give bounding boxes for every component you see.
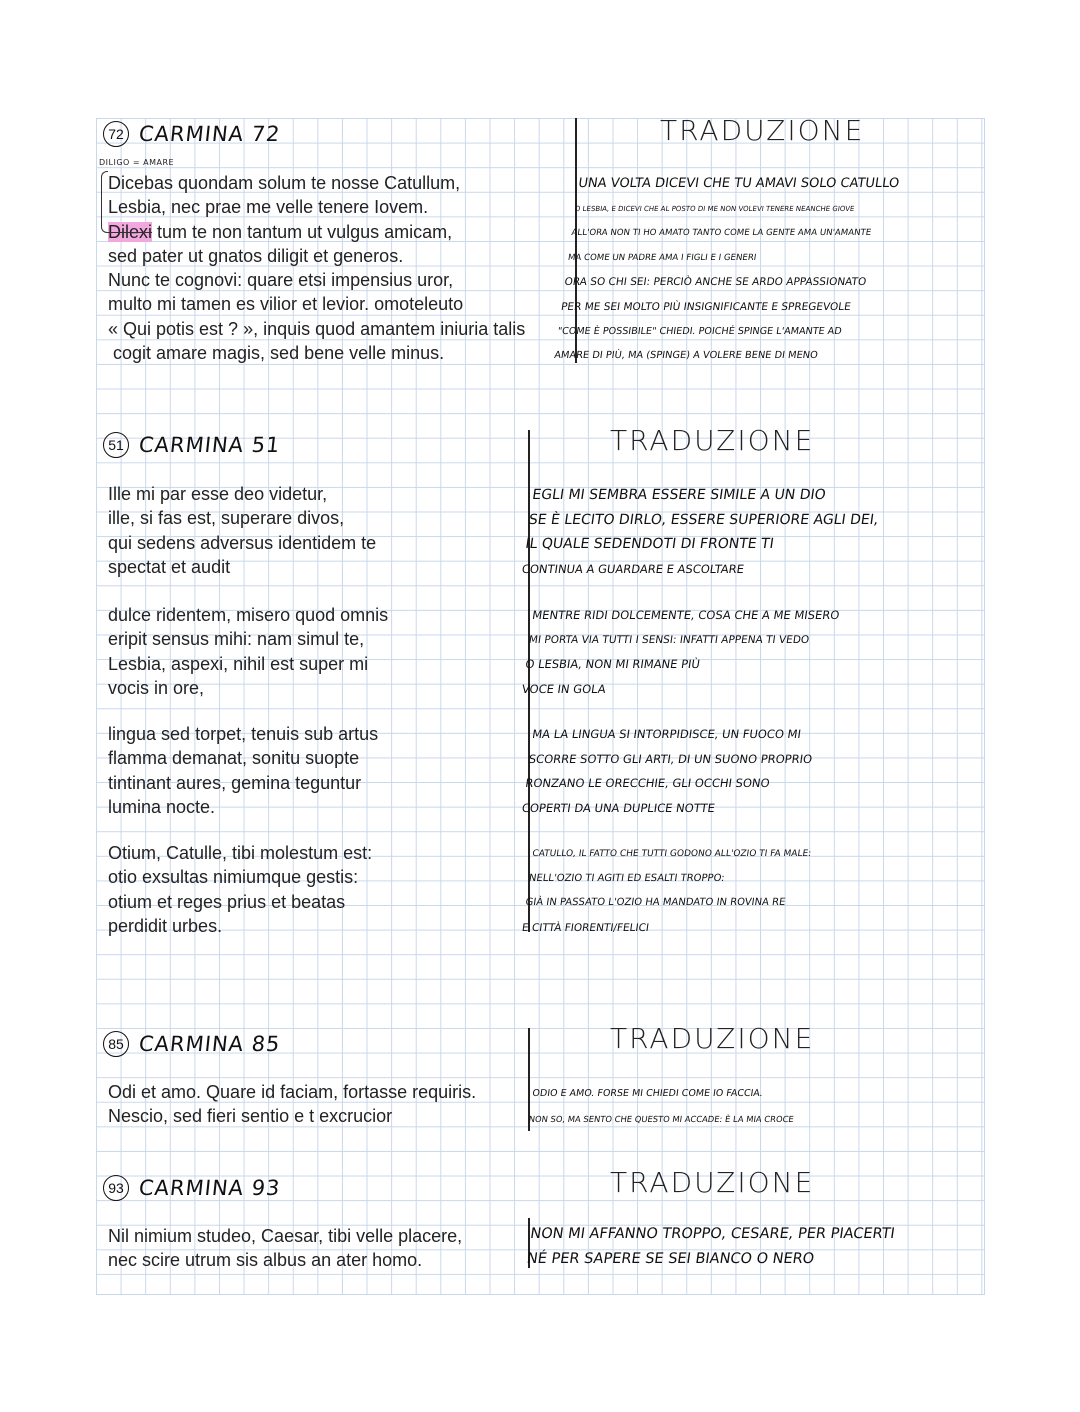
latin-line: Nescio, sed fieri sentio e t excrucior	[108, 1106, 393, 1127]
translation-title: TRADUZIONE	[660, 114, 865, 147]
latin-line: lumina nocte.	[108, 796, 216, 817]
translation-line: E CITTÀ FIORENTI/FELICI	[521, 921, 650, 934]
translation-line: NÉ PER SAPERE SE SEI BIANCO O NERO	[525, 1250, 816, 1267]
bracket-mark	[101, 171, 108, 233]
latin-line: dulce ridentem, misero quod omnis	[108, 605, 389, 625]
latin-line: Ille mi par esse deo videtur,	[108, 484, 328, 504]
translation-line: MA LA LINGUA SI INTORPIDISCE, UN FUOCO MI	[531, 727, 802, 741]
translation-line: MI PORTA VIA TUTTI I SENSI: INFATTI APPENA TI VEDO	[528, 633, 810, 646]
translation-line: ORA SO CHI SEI: PERCIÒ ANCHE SE ARDO APPASSIONATO	[563, 276, 867, 289]
translation-title: TRADUZIONE	[610, 424, 815, 457]
translation-line: UNA VOLTA DICEVI CHE TU AMAVI SOLO CATULLO	[577, 176, 901, 191]
section-title: CARMINA 72	[137, 122, 282, 146]
translation-line: VOCE IN GOLA	[520, 681, 607, 696]
latin-line: Dicebas quondam solum te nosse Catullum,	[108, 173, 461, 193]
section-51-header	[103, 432, 280, 458]
translation-text-72	[552, 172, 900, 369]
translation-line: EGLI MI SEMBRA ESSERE SIMILE A UN DIO	[531, 487, 827, 503]
translation-line: ODIO E AMO. FORSE MI CHIEDI COME IO FACCIA.	[531, 1088, 764, 1099]
latin-line: qui sedens adversus identidem te	[108, 532, 377, 553]
latin-line: ille, si fas est, superare divos,	[108, 508, 345, 529]
translation-line: O LESBIA, E DICEVI CHE AL POSTO DI ME NON VOLEVI TENERE NEANCHE GIOVE	[574, 204, 856, 213]
section-93-header	[103, 1175, 280, 1201]
translation-text-85	[527, 1082, 799, 1131]
section-number: 85	[103, 1031, 129, 1057]
translation-line: "COME È POSSIBILE" CHIEDI. POICHÉ SPINGE L'AMANTE AD	[556, 325, 843, 337]
translation-line: MA COME UN PADRE AMA I FIGLI E I GENERI	[567, 252, 757, 263]
latin-stanza	[108, 841, 372, 938]
latin-line: Lesbia, nec prae me velle tenere Iovem.	[108, 197, 429, 218]
latin-line: eripit sensus mihi: nam simul te,	[108, 629, 365, 650]
section-title: CARMINA 51	[137, 433, 282, 457]
latin-text-72	[108, 171, 525, 365]
latin-line: multo mi tamen es vilior et levior. omoteleuto	[108, 294, 464, 315]
translation-line: ALL'ORA NON TI HO AMATO TANTO COME LA GENTE AMA UN'AMANTE	[570, 228, 872, 239]
latin-line-rest: tum te non tantum ut vulgus amicam,	[152, 221, 453, 242]
translation-stanza	[520, 842, 813, 940]
translation-title: TRADUZIONE	[610, 1166, 815, 1199]
latin-line: otium et reges prius et beatas	[108, 891, 346, 912]
latin-line: tintinant aures, gemina teguntur	[108, 772, 362, 793]
translation-line: NELL'OZIO TI AGITI ED ESALTI TROPPO:	[528, 872, 726, 884]
translation-line: GIÀ IN PASSATO L'OZIO HA MANDATO IN ROVINA RE	[524, 897, 786, 909]
translation-line: RONZANO LE ORECCHIE, GLI OCCHI SONO	[524, 776, 771, 791]
section-number: 93	[103, 1175, 129, 1201]
translation-stanza	[520, 603, 841, 701]
latin-line: « Qui potis est ? », inquis quod amantem iniuria talis	[108, 318, 526, 339]
latin-line: Nunc te cognovi: quare etsi impensius uror,	[108, 270, 454, 291]
translation-line: IL QUALE SEDENDOTI DI FRONTE TI	[524, 536, 775, 553]
latin-line: vocis in ore,	[108, 677, 205, 698]
latin-line: spectat et audit	[108, 556, 231, 577]
latin-line: cogit amare magis, sed bene velle minus.	[113, 343, 445, 364]
translation-stanza	[520, 483, 883, 581]
translation-line: O LESBIA, NON MI RIMANE PIÙ	[524, 657, 701, 672]
translation-line: PER ME SEI MOLTO PIÙ INSIGNIFICANTE E SPREGEVOLE	[560, 300, 852, 313]
latin-line: otio exsultas nimiumque gestis:	[108, 867, 359, 888]
translation-line: CATULLO, IL FATTO CHE TUTTI GODONO ALL'OZIO TI FA MALE:	[531, 849, 812, 859]
translation-line: SE È LECITO DIRLO, ESSERE SUPERIORE AGLI DEI,	[527, 511, 880, 528]
latin-stanza	[108, 482, 376, 579]
latin-line: Nil nimium studeo, Caesar, tibi velle placere,	[108, 1226, 463, 1246]
latin-line: flamma demanat, sonitu suopte	[108, 748, 360, 769]
section-number: 51	[103, 432, 129, 458]
translation-title: TRADUZIONE	[610, 1022, 815, 1055]
latin-stanza	[108, 722, 378, 819]
translation-line: AMARE DI PIÙ, MA (SPINGE) A VOLERE BENE DI MENO	[553, 350, 819, 362]
translation-line: NON MI AFFANNO TROPPO, CESARE, PER PIACERTI	[529, 1226, 896, 1242]
latin-text-85	[108, 1080, 476, 1129]
latin-line: Otium, Catulle, tibi molestum est:	[108, 843, 373, 863]
latin-line: Lesbia, aspexi, nihil est super mi	[108, 653, 369, 674]
section-title: CARMINA 93	[137, 1176, 282, 1200]
section-85-header	[103, 1031, 280, 1057]
section-title: CARMINA 85	[137, 1032, 282, 1056]
section-72-header	[103, 121, 280, 147]
translation-stanza	[520, 722, 817, 820]
latin-line: sed pater ut gnatos diligit et generos.	[108, 245, 404, 266]
translation-line: SCORRE SOTTO GLI ARTI, DI UN SUONO PROPRIO	[527, 751, 814, 766]
latin-text-93	[108, 1224, 462, 1273]
latin-line: nec scire utrum sis albus an ater homo.	[108, 1250, 423, 1271]
margin-note: DILIGO = AMARE	[99, 158, 175, 167]
translation-line: MENTRE RIDI DOLCEMENTE, COSA CHE A ME MISERO	[531, 608, 841, 622]
translation-line: CONTINUA A GUARDARE E ASCOLTARE	[520, 561, 745, 576]
latin-line: perdidit urbes.	[108, 915, 223, 936]
latin-line: Odi et amo. Quare id faciam, fortasse requiris.	[108, 1082, 477, 1102]
latin-stanza	[108, 603, 388, 700]
translation-line: NON SO, MA SENTO CHE QUESTO MI ACCADE: È LA MIA CROCE	[528, 1113, 795, 1124]
translation-line: COPERTI DA UNA DUPLICE NOTTE	[520, 800, 716, 815]
section-number: 72	[103, 121, 129, 147]
latin-line: lingua sed torpet, tenuis sub artus	[108, 724, 379, 744]
translation-text-93	[525, 1222, 896, 1271]
latin-line	[108, 220, 525, 244]
highlighted-word: Dilexi	[108, 221, 153, 242]
